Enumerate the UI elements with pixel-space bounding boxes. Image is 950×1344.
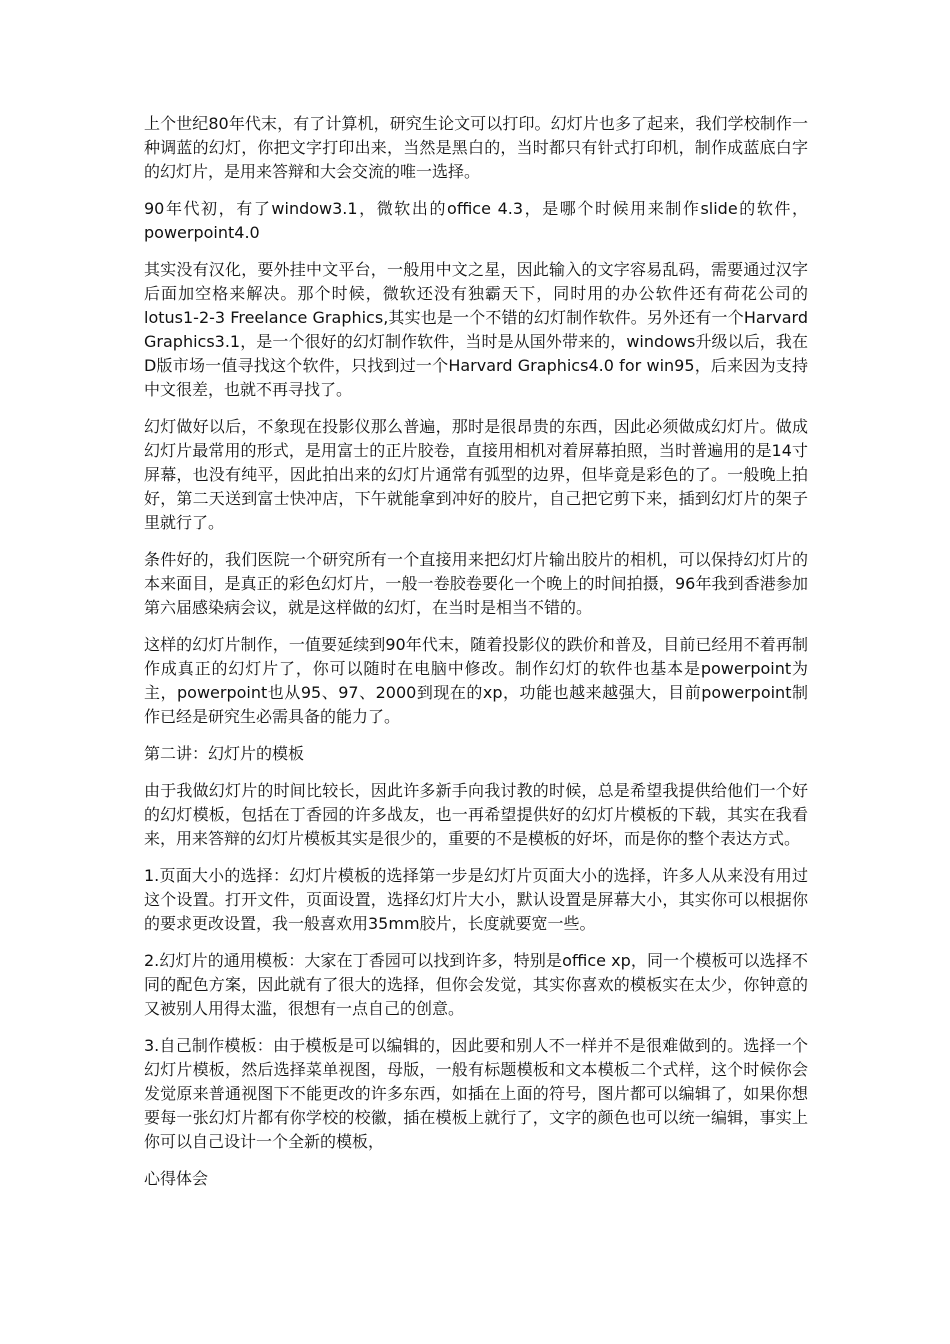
- paragraph-2: 90年代初，有了window3.1，微软出的office 4.3，是哪个时候用来制作slide的软件，powerpoint4.0: [144, 199, 808, 242]
- paragraph-5: 条件好的，我们医院一个研究所有一个直接用来把幻灯片输出胶片的相机，可以保持幻灯片的本来面目，是真正的彩色幻灯片，一般一卷胶卷要化一个晚上的时间拍摄，96年我到香港参加第六届感染病会议，就是这样做的幻灯，在当时是相当不错的。: [144, 550, 808, 617]
- paragraph-6: 这样的幻灯片制作，一值要延续到90年代末，随着投影仪的跌价和普及，目前已经用不着再制作成真正的幻灯片了，你可以随时在电脑中修改。制作幻灯的软件也基本是powerpoint为主，powerpoint也从95、97、2000到现在的xp，功能也越来越强大，目前powerpoint制作已经是研究生必需具备的能力了。: [144, 635, 808, 726]
- list-item-page-size: 1.页面大小的选择：幻灯片模板的选择第一步是幻灯片页面大小的选择，许多人从来没有用过这个设置。打开文件，页面设置，选择幻灯片大小，默认设置是屏幕大小，其实你可以根据你的要求更改设置，我一般喜欢用35mm胶片，长度就要宽一些。: [144, 866, 808, 933]
- paragraph-1: 上个世纪80年代末，有了计算机，研究生论文可以打印。幻灯片也多了起来，我们学校制作一种调蓝的幻灯，你把文字打印出来，当然是黑白的，当时都只有针式打印机，制作成蓝底白字的幻灯片，是用来答辩和大会交流的唯一选择。: [144, 114, 808, 181]
- list-item-custom-template: 3.自己制作模板：由于模板是可以编辑的，因此要和别人不一样并不是很难做到的。选择一个幻灯片模板，然后选择菜单视图，母版，一般有标题模板和文本模板二个式样，这个时候你会发觉原来普通视图下不能更改的许多东西，如插在上面的符号，图片都可以编辑了，如果你想要每一张幻灯片都有你学校的校徽，插在模板上就行了，文字的颜色也可以统一编辑，事实上你可以自己设计一个全新的模板，: [144, 1036, 808, 1151]
- paragraph-7: 由于我做幻灯片的时间比较长，因此许多新手向我讨教的时候，总是希望我提供给他们一个好的幻灯模板，包括在丁香园的许多战友，也一再希望提供好的幻灯片模板的下载，其实在我看来，用来答辩的幻灯片模板其实是很少的，重要的不是模板的好坏，而是你的整个表达方式。: [144, 781, 808, 848]
- list-item-general-template: 2.幻灯片的通用模板：大家在丁香园可以找到许多，特别是office xp，同一个模板可以选择不同的配色方案，因此就有了很大的选择，但你会发觉，其实你喜欢的模板实在太少，你钟意的又被别人用得太滥，很想有一点自己的创意。: [144, 951, 808, 1018]
- section-heading-lecture-2: 第二讲：幻灯片的模板: [144, 744, 305, 763]
- document-body: [144, 112, 808, 1204]
- paragraph-3: 其实没有汉化，要外挂中文平台，一般用中文之星，因此输入的文字容易乱码，需要通过汉字后面加空格来解决。那个时候，微软还没有独霸天下，同时用的办公软件还有荷花公司的lotus1-2-3 Freelance Graphics,其实也是一个不错的幻灯制作软件。另外还有一个Harvard Graphics3.1，是一个很好的幻灯制作软件，当时是从国外带来的，windows升级以后，我在D版市场一值寻找这个软件，只找到过一个Harvard Graphics4.0 for win95，后来因为支持中文很差，也就不再寻找了。: [144, 260, 808, 399]
- paragraph-4: 幻灯做好以后，不象现在投影仪那么普遍，那时是很昂贵的东西，因此必须做成幻灯片。做成幻灯片最常用的形式，是用富士的正片胶卷，直接用相机对着屏幕拍照，当时普遍用的是14寸屏幕，也没有纯平，因此拍出来的幻灯片通常有弧型的边界，但毕竟是彩色的了。一般晚上拍好，第二天送到富士快冲店，下午就能拿到冲好的胶片，自己把它剪下来，插到幻灯片的架子里就行了。: [144, 417, 808, 532]
- section-heading-reflections: 心得体会: [144, 1169, 209, 1188]
